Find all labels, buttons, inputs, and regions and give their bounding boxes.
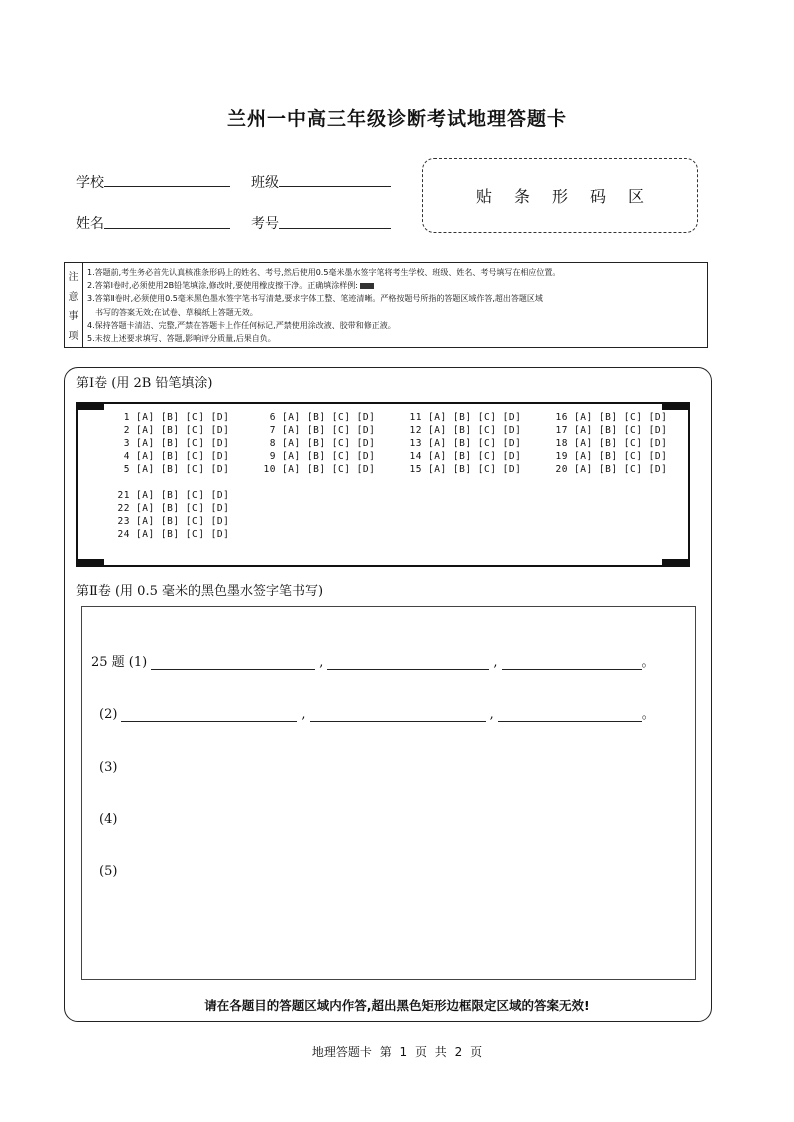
omr-question-16[interactable]: [544, 412, 667, 423]
notice-line: 4.保持答题卡清洁、完整,严禁在答题卡上作任何标记,严禁使用涂改液、胶带和修正液。: [87, 320, 396, 330]
corner-marker: [76, 559, 104, 567]
question-number: 21: [117, 490, 130, 501]
omr-question-5[interactable]: [106, 464, 229, 475]
notice-line: 书写的答案无效;在试卷、草稿纸上答题无效。: [95, 307, 258, 317]
option-bubbles[interactable]: [A] [B] [C] [D]: [136, 529, 230, 540]
option-bubbles[interactable]: [A] [B] [C] [D]: [574, 438, 668, 449]
school-label: 学校: [76, 175, 104, 191]
option-bubbles[interactable]: [A] [B] [C] [D]: [282, 451, 376, 462]
question-number: 14: [409, 451, 422, 462]
fill-sample-mark: [360, 283, 374, 289]
option-bubbles[interactable]: [A] [B] [C] [D]: [282, 412, 376, 423]
option-bubbles[interactable]: [A] [B] [C] [D]: [136, 464, 230, 475]
page-title: 兰州一中高三年级诊断考试地理答题卡: [226, 108, 567, 130]
part-label: (2): [99, 707, 118, 722]
option-bubbles[interactable]: [A] [B] [C] [D]: [428, 412, 522, 423]
part-label: (4): [99, 812, 118, 827]
answer-blank[interactable]: [151, 656, 315, 670]
option-bubbles[interactable]: [A] [B] [C] [D]: [574, 451, 668, 462]
question-number: 6: [269, 412, 276, 423]
option-bubbles[interactable]: [A] [B] [C] [D]: [136, 490, 230, 501]
question-number: 22: [117, 503, 130, 514]
option-bubbles[interactable]: [A] [B] [C] [D]: [428, 464, 522, 475]
question-number: 15: [409, 464, 422, 475]
answer-blank[interactable]: [498, 708, 642, 722]
section2-answer-area[interactable]: [81, 606, 696, 980]
omr-question-18[interactable]: [544, 438, 667, 449]
omr-question-9[interactable]: [252, 451, 375, 462]
name-field[interactable]: [104, 228, 230, 229]
question-number: 7: [269, 425, 276, 436]
option-bubbles[interactable]: [A] [B] [C] [D]: [136, 412, 230, 423]
notice-body: [83, 263, 707, 347]
omr-question-6[interactable]: [252, 412, 375, 423]
section2-label: 第Ⅱ卷 (用 0.5 毫米的黑色墨水签字笔书写): [76, 584, 324, 599]
school-field[interactable]: [104, 186, 230, 187]
option-bubbles[interactable]: [A] [B] [C] [D]: [282, 438, 376, 449]
question-number: 8: [269, 438, 276, 449]
option-bubbles[interactable]: [A] [B] [C] [D]: [282, 425, 376, 436]
name-label: 姓名: [76, 216, 104, 232]
omr-question-1[interactable]: [106, 412, 229, 423]
corner-marker: [662, 559, 690, 567]
question-number: 4: [123, 451, 130, 462]
option-bubbles[interactable]: [A] [B] [C] [D]: [136, 516, 230, 527]
option-bubbles[interactable]: [A] [B] [C] [D]: [428, 451, 522, 462]
question-number: 2: [123, 425, 130, 436]
answer-blank[interactable]: [327, 656, 489, 670]
question-number: 18: [555, 438, 568, 449]
omr-grid: [76, 402, 690, 567]
option-bubbles[interactable]: [A] [B] [C] [D]: [136, 451, 230, 462]
corner-marker: [76, 402, 104, 410]
section1-label: 第Ⅰ卷 (用 2B 铅笔填涂): [76, 376, 213, 391]
option-bubbles[interactable]: [A] [B] [C] [D]: [282, 464, 376, 475]
question-number: 11: [409, 412, 422, 423]
option-bubbles[interactable]: [A] [B] [C] [D]: [136, 438, 230, 449]
question-number: 3: [123, 438, 130, 449]
notice-box: [64, 262, 708, 348]
part-label: (5): [99, 864, 118, 879]
part-label: (3): [99, 760, 118, 775]
omr-question-23[interactable]: [106, 516, 229, 527]
out-of-bounds-warning: 请在各题目的答题区域内作答,超出黑色矩形边框限定区域的答案无效!: [204, 998, 590, 1013]
omr-question-15[interactable]: [398, 464, 521, 475]
option-bubbles[interactable]: [A] [B] [C] [D]: [136, 425, 230, 436]
omr-question-8[interactable]: [252, 438, 375, 449]
omr-question-13[interactable]: [398, 438, 521, 449]
q25-part2-row: (2) , , 。: [99, 707, 655, 722]
question-number: 1: [123, 412, 130, 423]
question-number: 10: [263, 464, 276, 475]
omr-question-19[interactable]: [544, 451, 667, 462]
page-footer: 地理答题卡 第 1 页 共 2 页: [311, 1045, 483, 1059]
class-label: 班级: [251, 175, 279, 191]
question-number: 5: [123, 464, 130, 475]
notice-line: 1.答题前,考生务必首先认真核准条形码上的姓名、考号,然后使用0.5毫米墨水签字笔将考生学校、班级、姓名、考号填写在相应位置。: [87, 268, 561, 277]
omr-question-12[interactable]: [398, 425, 521, 436]
question-number: 23: [117, 516, 130, 527]
omr-question-7[interactable]: [252, 425, 375, 436]
q25-part1-row: 25 题 (1) , , 。: [91, 651, 655, 670]
answer-blank[interactable]: [310, 708, 486, 722]
answer-blank[interactable]: [502, 656, 642, 670]
omr-question-14[interactable]: [398, 451, 521, 462]
omr-question-2[interactable]: [106, 425, 229, 436]
question-number: 20: [555, 464, 568, 475]
omr-question-24[interactable]: [106, 529, 229, 540]
notice-line: 2.答第Ⅰ卷时,必须使用2B铅笔填涂,修改时,要使用橡皮擦干净。正确填涂样例:: [87, 279, 703, 292]
omr-question-4[interactable]: [106, 451, 229, 462]
omr-question-20[interactable]: [544, 464, 667, 475]
omr-question-21[interactable]: [106, 490, 229, 501]
question-number: 16: [555, 412, 568, 423]
option-bubbles[interactable]: [A] [B] [C] [D]: [574, 464, 668, 475]
exam-no-field[interactable]: [279, 228, 391, 229]
omr-question-22[interactable]: [106, 503, 229, 514]
q25-part3-row: [99, 760, 117, 775]
question-number: 19: [555, 451, 568, 462]
class-field[interactable]: [279, 186, 391, 187]
omr-question-17[interactable]: [544, 425, 667, 436]
option-bubbles[interactable]: [A] [B] [C] [D]: [428, 425, 522, 436]
q25-part4-row: [99, 812, 117, 827]
q25-part5-row: [99, 864, 117, 879]
omr-question-3[interactable]: [106, 438, 229, 449]
notice-line: 5.未按上述要求填写、答题,影响评分质量,后果自负。: [87, 334, 276, 344]
exam-no-label: 考号: [251, 216, 279, 232]
notice-line: 3.答第Ⅱ卷时,必须使用0.5毫米黑色墨水签字笔书写清楚,要求字体工整、笔迹清晰。严格按题号所指的答题区域作答,超出答题区域: [87, 294, 543, 304]
option-bubbles[interactable]: [A] [B] [C] [D]: [574, 412, 668, 423]
option-bubbles[interactable]: [A] [B] [C] [D]: [136, 503, 230, 514]
omr-question-11[interactable]: [398, 412, 521, 423]
option-bubbles[interactable]: [A] [B] [C] [D]: [574, 425, 668, 436]
question-number: 12: [409, 425, 422, 436]
notice-heading: 注 意 事 项: [65, 263, 83, 347]
corner-marker: [662, 402, 690, 410]
question-number: 17: [555, 425, 568, 436]
barcode-area-label: 贴条形码区: [475, 187, 666, 206]
answer-blank[interactable]: [121, 708, 297, 722]
barcode-area: [422, 158, 698, 233]
question-number: 24: [117, 529, 130, 540]
question-number: 9: [269, 451, 276, 462]
option-bubbles[interactable]: [A] [B] [C] [D]: [428, 438, 522, 449]
q25-label: 25 题 (1): [91, 655, 148, 670]
omr-question-10[interactable]: [252, 464, 375, 475]
question-number: 13: [409, 438, 422, 449]
